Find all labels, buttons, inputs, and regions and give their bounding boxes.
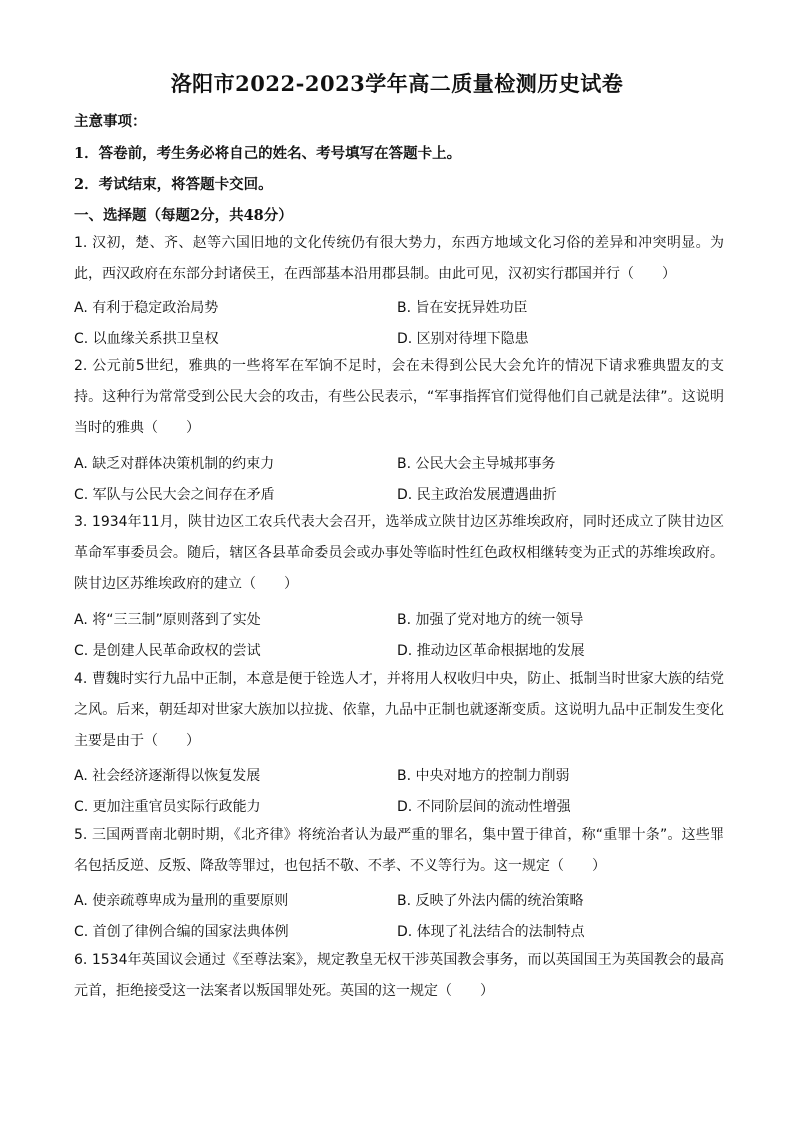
question-5-stem: 5. 三国两晋南北朝时期，《北齐律》将统治者认为最严重的罪名，集中置于律首，称“重罪十条”。这些罪名包括反逆、反叛、降敌等罪过，也包括不敬、不孝、不义等行为。这一规定（ ） [74,827,724,874]
question-3-option-a: A. 将“三三制”原则落到了实处 [74,612,261,628]
question-3-option-b: B. 加强了党对地方的统一领导 [397,612,584,628]
question-4-option-d: D. 不同阶层间的流动性增强 [397,799,571,815]
notice-item-2: 2．考试结束，将答题卡交回。 [74,176,273,193]
question-1-option-d: D. 区别对待埋下隐患 [397,331,529,347]
question-1-option-c: C. 以血缘关系拱卫皇权 [74,331,219,347]
question-1-option-b: B. 旨在安抚异姓功臣 [397,300,528,316]
question-5-option-b: B. 反映了外法内儒的统治策略 [397,893,584,909]
question-1-option-a: A. 有利于稳定政治局势 [74,300,219,316]
question-3-option-c: C. 是创建人民革命政权的尝试 [74,643,261,659]
question-2-option-d: D. 民主政治发展遭遇曲折 [397,487,557,503]
question-5-option-d: D. 体现了礼法结合的法制特点 [397,924,585,940]
question-4-stem: 4. 曹魏时实行九品中正制，本意是便于铨选人才，并将用人权收归中央，防止、抵制当时世家大族的结党之风。后来，朝廷却对世家大族加以拉拢、依靠，九品中正制也就逐渐变质。这说明九品中正制发生变化主要是由于（ ） [74,671,724,749]
question-4-option-a: A. 社会经济逐渐得以恢复发展 [74,768,261,784]
question-1-stem: 1. 汉初，楚、齐、赵等六国旧地的文化传统仍有很大势力，东西方地域文化习俗的差异和冲突明显。为此，西汉政府在东部分封诸侯王，在西部基本沿用郡县制。由此可见，汉初实行郡国并行（ ） [74,235,724,282]
question-5-option-a: A. 使亲疏尊卑成为量刑的重要原则 [74,893,289,909]
question-2-option-a: A. 缺乏对群体决策机制的约束力 [74,456,275,472]
notice-heading: 主意事项： [74,113,147,130]
question-6-stem: 6. 1534年英国议会通过《至尊法案》，规定教皇无权干涉英国教会事务，而以英国国王为英国教会的最高元首，拒绝接受这一法案者以叛国罪处死。英国的这一规定（ ） [74,952,724,999]
question-2-stem: 2. 公元前5世纪，雅典的一些将军在军饷不足时，会在未得到公民大会允许的情况下请求雅典盟友的支持。这种行为常常受到公民大会的攻击，有些公民表示，“军事指挥官们觉得他们自己就是法律”。这说明当时的雅典（ ） [74,358,724,436]
section-heading: 一、选择题（每题2分，共48分） [74,207,293,224]
question-2-option-b: B. 公民大会主导城邦事务 [397,456,556,472]
page-title: 洛阳市2022-2023学年高二质量检测历史试卷 [170,71,624,96]
question-2-option-c: C. 军队与公民大会之间存在矛盾 [74,487,275,503]
question-4-option-b: B. 中央对地方的控制力削弱 [397,768,570,784]
question-3-option-d: D. 推动边区革命根据地的发展 [397,643,585,659]
notice-item-1: 1．答卷前，考生务必将自己的姓名、考号填写在答题卡上。 [74,145,462,162]
question-5-option-c: C. 首创了律例合编的国家法典体例 [74,924,289,940]
question-4-option-c: C. 更加注重官员实际行政能力 [74,799,261,815]
question-3-stem: 3. 1934年11月，陕甘边区工农兵代表大会召开，选举成立陕甘边区苏维埃政府，同时还成立了陕甘边区革命军事委员会。随后，辖区各县革命委员会或办事处等临时性红色政权相继转变为正式的苏维埃政府。陕甘边区苏维埃政府的建立（ ） [74,514,724,592]
